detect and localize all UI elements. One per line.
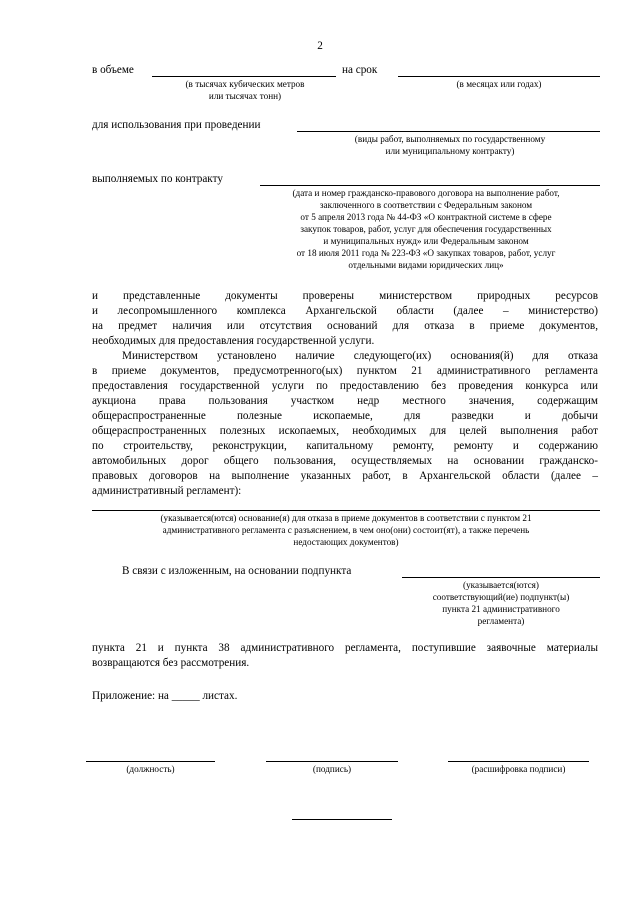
decoding-hint: (расшифровка подписи) (471, 764, 566, 774)
term-hint: (в месяцах или годах) (456, 79, 542, 89)
paragraph-line: и лесопромышленного комплекса Архангельской области (далее – министерство) (92, 305, 598, 317)
paragraph-check (92, 289, 598, 349)
paragraph-line: необходимых для предоставления государственной услуги. (92, 335, 375, 347)
contract-label: выполняемых по контракту (92, 173, 223, 185)
paragraph-line: административный регламент): (92, 485, 242, 497)
works-hint: (виды работ, выполняемых по государственному или муниципальному контракту) (354, 134, 546, 156)
attachment-suffix: листах. (202, 690, 238, 702)
volume-label: в объеме (92, 64, 134, 76)
paragraph-line: пункта 21 и пункта 38 административного регламента, поступившие заявочные материалы (92, 642, 598, 654)
basis-label: В связи с изложенным, на основании подпункта (122, 565, 352, 577)
volume-field-line[interactable] (152, 76, 336, 77)
attachment-prefix: Приложение: на (92, 690, 169, 702)
works-field-line[interactable] (297, 131, 600, 132)
page-number: 2 (317, 40, 323, 52)
volume-hint: (в тысячах кубических метров или тысячах тонн) (185, 79, 305, 101)
subparagraph-hint: (указывается(ются) соответствующий(ие) подпункт(ы) пункта 21 административного регламента) (432, 580, 570, 626)
bottom-separator (292, 819, 392, 820)
term-field-line[interactable] (398, 76, 600, 77)
paragraph-grounds (92, 349, 598, 499)
paragraph-line: и представленные документы проверены министерством природных ресурсов (92, 290, 598, 302)
paragraph-line: автомобильных дорог общего пользования, осуществляемых на основании гражданско- (92, 455, 598, 467)
attachment-pages-blank[interactable]: _____ (171, 690, 200, 702)
paragraph-line: правовых договоров на выполнение указанных работ, в Архангельской области (далее – (92, 470, 598, 482)
paragraph-line: возвращаются без рассмотрения. (92, 657, 250, 669)
attachment-line (92, 689, 237, 704)
paragraph-line: общераспространенные полезные ископаемые, для разведки и добычи (92, 410, 598, 422)
contract-hint: (дата и номер гражданско-правового договора на выполнение работ, заключенного в соответствии с Федеральным законом от 5 апреля 2013 года № 44-ФЗ «О контрактной системе в сфере закупок товаров, работ, услуг для обеспечения государственных и муниципальных нужд» или Федеральным законом от 18 июля 2011 года № 223-ФЗ «О закупках товаров, работ, услуг отдельными видами юридических лиц» (292, 188, 560, 270)
term-label: на срок (342, 64, 378, 76)
position-field-line[interactable] (86, 761, 215, 762)
signature-hint: (подпись) (312, 764, 352, 774)
works-label: для использования при проведении (92, 119, 261, 131)
paragraph-line: по строительству, реконструкции, капитальному ремонту, ремонту и содержанию (92, 440, 598, 452)
subparagraph-field-line[interactable] (402, 577, 600, 578)
paragraph-return (92, 641, 598, 671)
paragraph-line: в приеме документов, предусмотренного(ых) пунктом 21 административного регламента (92, 365, 598, 377)
reason-field-line[interactable] (92, 510, 600, 511)
paragraph-line: аукциона права пользования участком недр местного значения, содержащим (92, 395, 598, 407)
contract-field-line[interactable] (260, 185, 600, 186)
signature-field-line[interactable] (266, 761, 398, 762)
paragraph-line: общераспространенных полезных ископаемых, необходимых для целей выполнения работ (92, 425, 598, 437)
position-hint: (должность) (126, 764, 175, 774)
reason-hint: (указывается(ются) основание(я) для отказа в приеме документов в соответствии с пунктом 21 административного регламента с разъяснением, в чем оно(они) состоит(ят), а также перечень недостающих документов) (160, 513, 532, 547)
paragraph-line: предоставления государственной услуги по предоставлению без проведения конкурса или (92, 380, 598, 392)
decoding-field-line[interactable] (448, 761, 589, 762)
paragraph-line: на предмет наличия или отсутствия оснований для отказа в приеме документов, (92, 320, 598, 332)
paragraph-line: Министерством установлено наличие следующего(их) основания(й) для отказа (122, 350, 598, 362)
